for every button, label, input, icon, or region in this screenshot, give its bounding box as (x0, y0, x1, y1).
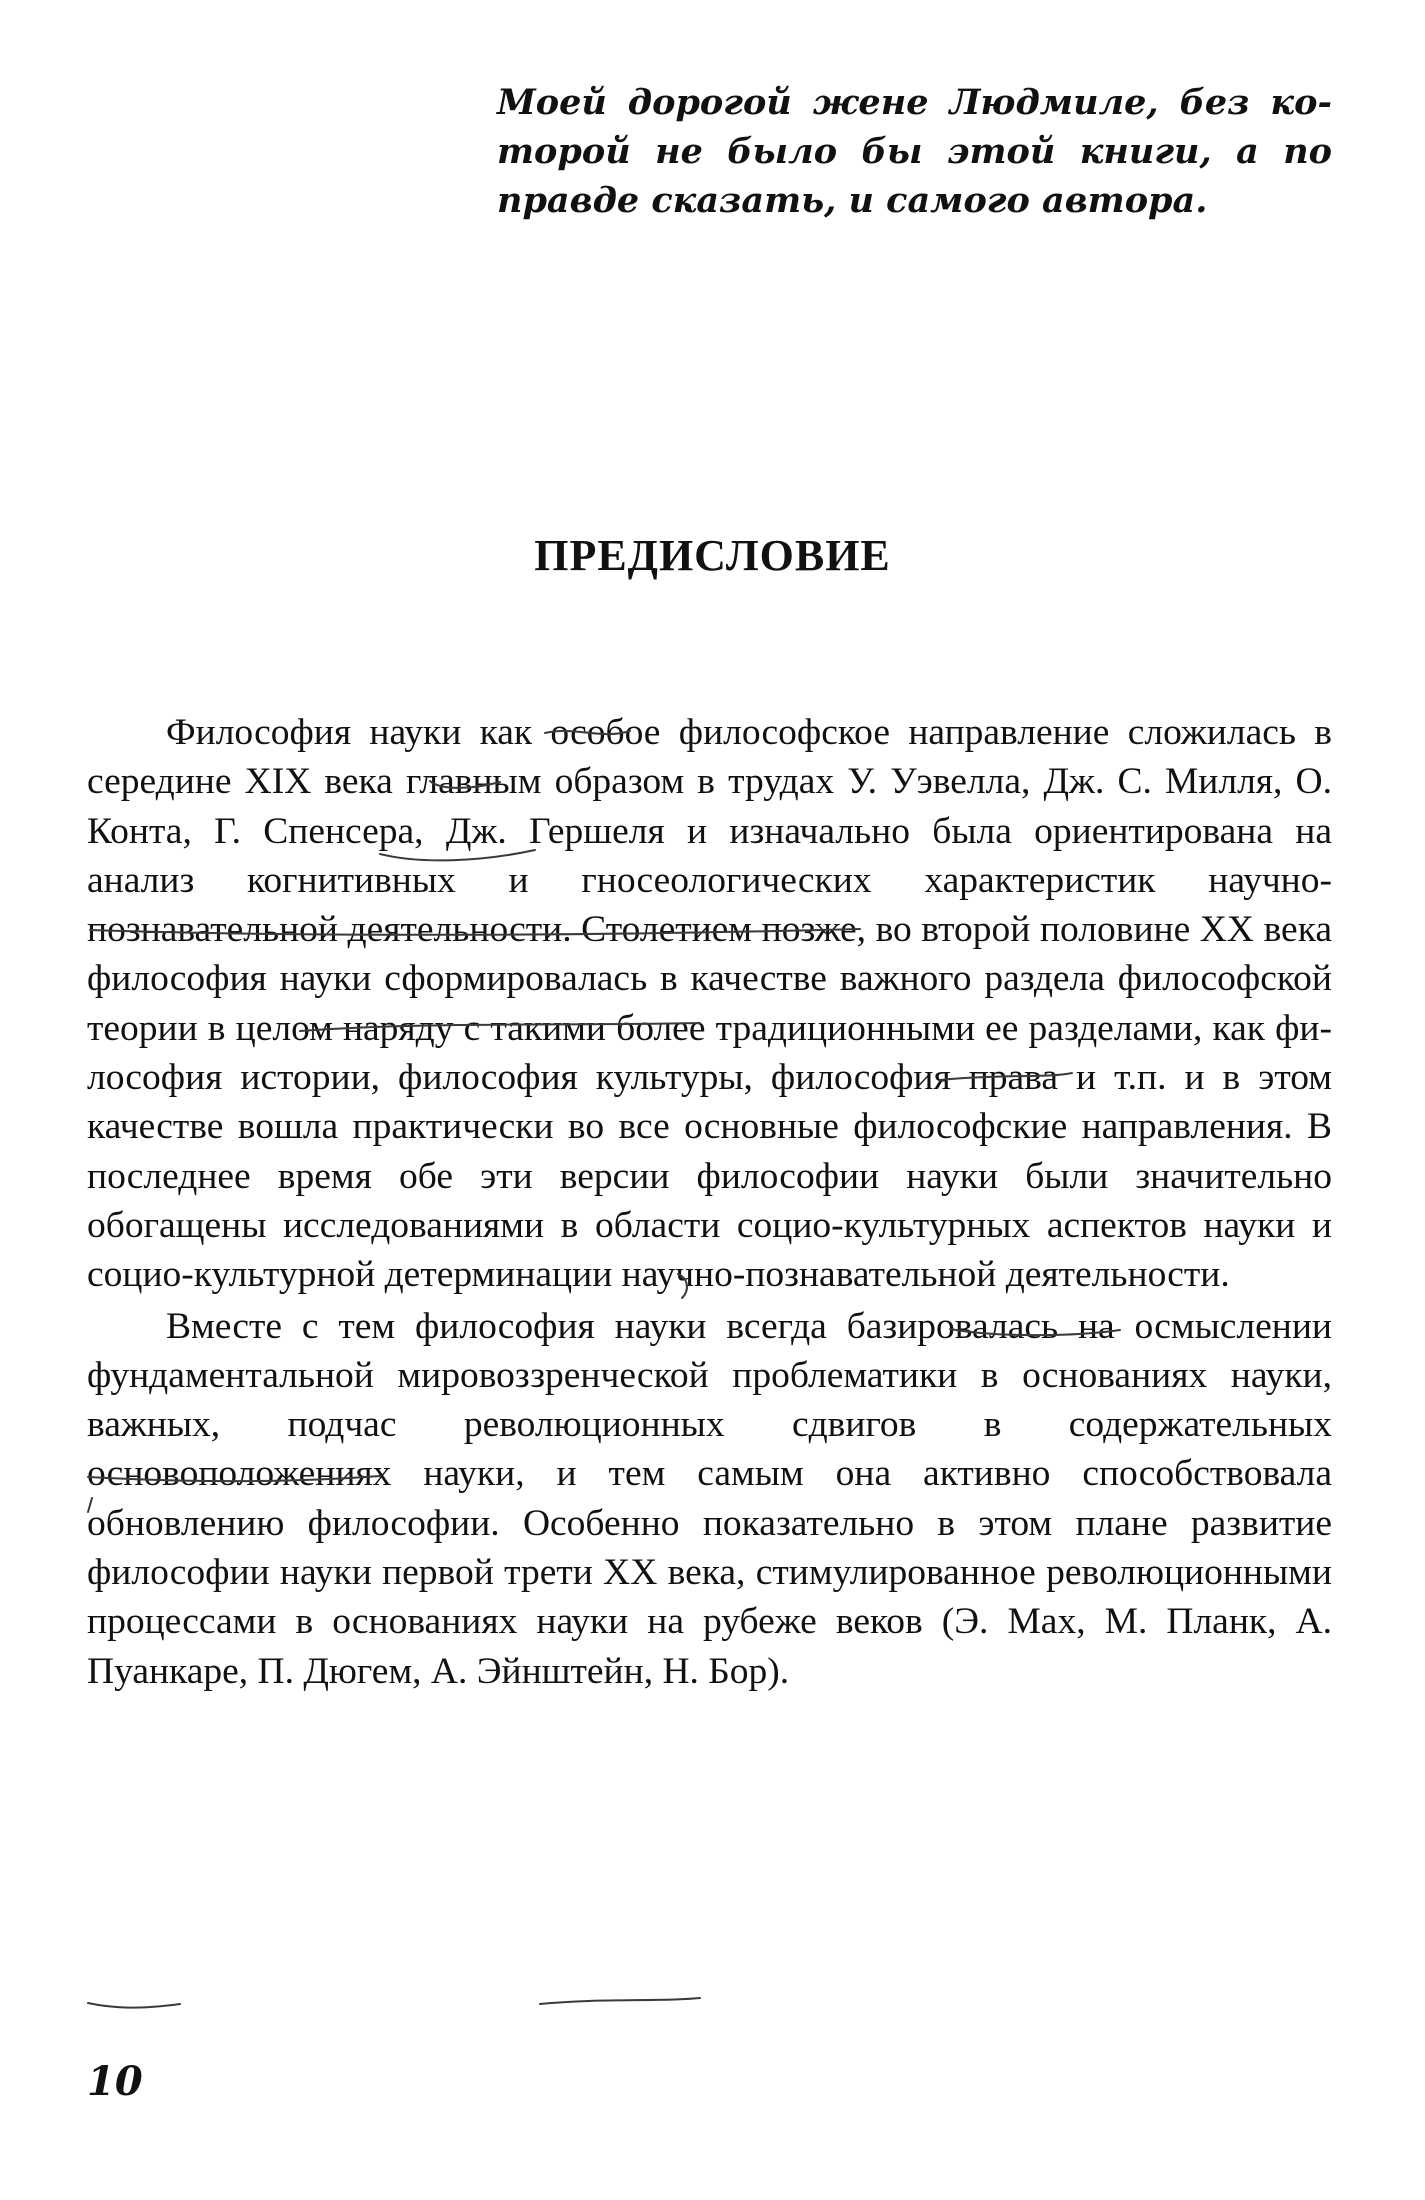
page-title: ПРЕДИСЛОВИЕ (534, 531, 891, 580)
body-text (87, 708, 1332, 1696)
paragraph-2: Вместе с тем философия науки всегда базировалась на осмыслении фундаментальной мировоззренческой проблематики в основаниях науки, важных, подчас революционных сдвигов в содержательных основоположениях науки, и тем самым она активно способствовала обновлению философии. Особенно показательно в этом плане развитие философии науки первой трети XX века, стимулированное революционными процессами в основаниях науки на рубеже веков (Э. Мах, М. Планк, А. Пуанкаре, П. Дюгем, А. Эйнштейн, Н. Бор). (87, 1305, 1332, 1692)
dedication-epigraph: Моей дорогой жене Людмиле, без которой не было бы этой книги, а по правде сказать, и самого автора. (497, 82, 1332, 221)
page-number: 10 (87, 2058, 143, 2105)
pencil-underline (88, 2003, 180, 2008)
pencil-underline (540, 1998, 700, 2004)
paragraph-1: Философия науки как особое философское направление сложилась в середине XIX века главным образом в трудах У. Уэвелла, Дж. С. Милля, О. Конта, Г. Спенсера, Дж. Гершеля и изначально была ориентирована на анализ когнитивных и гносеологических характеристик научно-познавательной деятельности. Столетием позже, во второй половине XX века философия науки сформировалась в качестве важного раздела философской теории в целом наряду с такими более традиционными ее разделами, как философия истории, философия культуры, философия права и т.п. и в этом качестве вошла практически во все основные философские направления. В последнее время обе эти версии философии науки были значительно обогащены исследованиями в области социо-культурных аспектов науки и социо-культурной детерминации научно-познавательной деятельности. (87, 712, 1332, 1296)
